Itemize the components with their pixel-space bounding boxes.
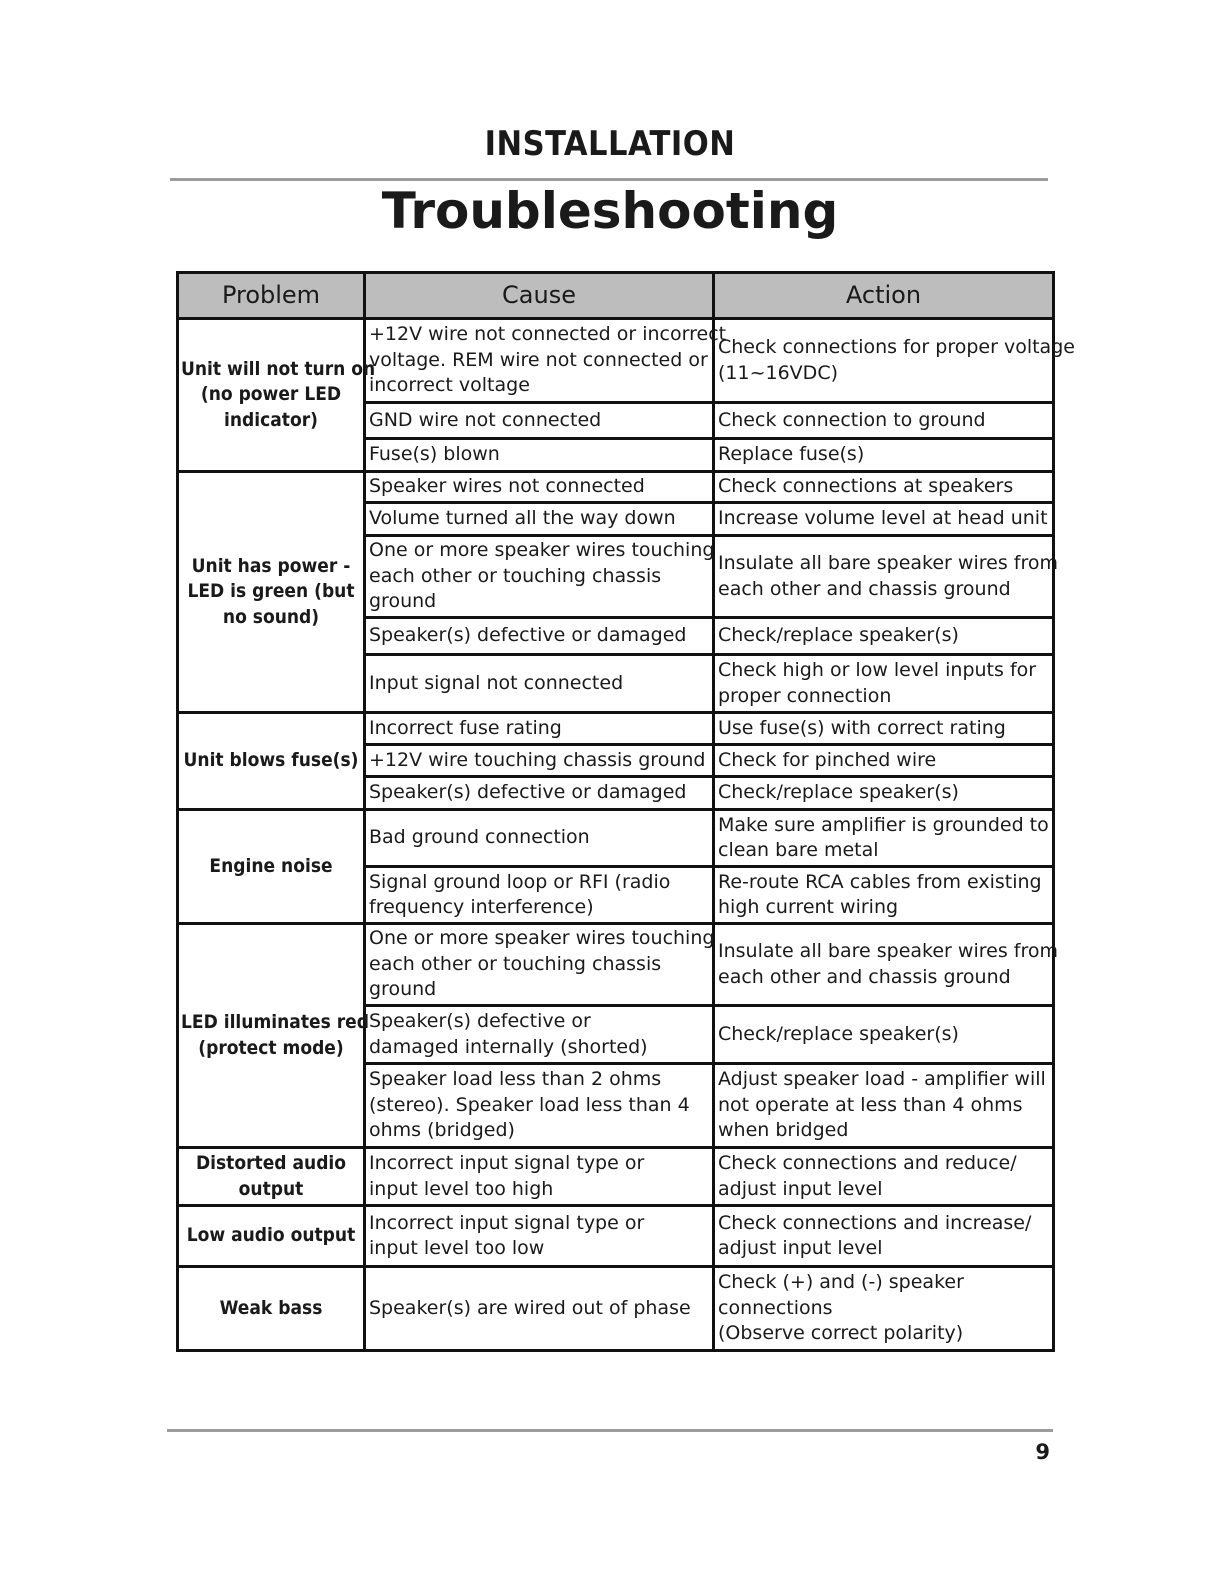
action-cell-line: Replace fuse(s) <box>718 443 865 466</box>
table-row <box>178 319 1054 403</box>
cause-cell <box>365 503 714 536</box>
action-cell-line: adjust input level <box>718 1177 883 1200</box>
cause-cell <box>365 810 714 867</box>
action-cell <box>714 403 1054 439</box>
cause-cell-line: incorrect voltage <box>369 374 530 397</box>
table-row <box>178 924 1054 1006</box>
action-cell-line: connections <box>718 1296 833 1319</box>
problem-cell-line: (no power LED <box>200 383 342 406</box>
problem-cell <box>178 1206 365 1267</box>
troubleshooting-table <box>176 271 1075 1352</box>
cause-cell-line: input level too high <box>369 1177 554 1200</box>
cause-cell <box>365 924 714 1006</box>
problem-cell <box>178 319 376 472</box>
cause-cell-line: Incorrect input signal type or <box>369 1152 645 1174</box>
action-cell <box>714 472 1054 503</box>
action-cell-line: Check high or low level inputs for <box>718 659 1037 681</box>
action-cell <box>714 503 1054 536</box>
problem-cell-line: Weak bass <box>219 1296 323 1319</box>
action-cell-line: Check connections and increase/ <box>718 1211 1032 1234</box>
action-cell <box>714 439 1054 472</box>
action-cell <box>714 618 1054 655</box>
cause-cell-line: frequency interference) <box>369 896 594 918</box>
cause-cell <box>365 1267 714 1351</box>
table-row <box>178 472 1054 503</box>
action-cell-line: each other and chassis ground <box>718 577 1011 600</box>
problem-cell-line: Engine noise <box>209 854 333 877</box>
problem-cell-line: no sound) <box>222 605 320 628</box>
cause-cell <box>365 618 714 655</box>
action-cell-line: clean bare metal <box>718 839 879 861</box>
table-row <box>178 1206 1054 1267</box>
action-cell-line: Check/replace speaker(s) <box>718 624 959 647</box>
cause-cell <box>365 777 714 810</box>
problem-cell <box>178 1267 365 1351</box>
cause-cell-line: Fuse(s) blown <box>369 443 500 466</box>
cause-cell <box>365 1006 714 1064</box>
problem-cell-line: Unit has power - <box>191 554 351 577</box>
problem-cell-line: LED illuminates red <box>181 1011 369 1033</box>
cause-cell-line: each other or touching chassis <box>369 952 662 975</box>
table-row <box>178 1148 1054 1206</box>
cause-cell <box>365 319 727 403</box>
table-row <box>178 713 1054 745</box>
cause-cell <box>365 536 714 618</box>
action-cell <box>714 1064 1054 1148</box>
bottom-divider <box>167 1429 1053 1432</box>
action-column-header: Action <box>714 273 1054 319</box>
cause-cell-line: Signal ground loop or RFI (radio <box>369 870 671 893</box>
cause-cell-line: ground <box>369 590 437 613</box>
table-row <box>178 1267 1054 1351</box>
cause-cell-line: Incorrect fuse rating <box>369 716 562 739</box>
problem-cell-line: LED is green (but <box>187 580 355 603</box>
table-header-row <box>178 273 1054 319</box>
action-cell-line: Increase volume level at head unit <box>718 507 1048 530</box>
action-cell <box>714 1206 1054 1267</box>
problem-cell <box>178 713 365 810</box>
table-row <box>178 810 1054 867</box>
table-body <box>178 319 1075 1351</box>
action-cell-line: Use fuse(s) with correct rating <box>718 716 1006 739</box>
action-cell <box>714 1148 1054 1206</box>
action-cell-line: Check/replace speaker(s) <box>718 1022 959 1045</box>
action-cell-line: Check (+) and (-) speaker <box>718 1271 964 1294</box>
cause-cell-line: One or more speaker wires touching <box>369 539 715 562</box>
problem-cell-line: indicator) <box>224 408 318 431</box>
cause-cell <box>365 867 714 924</box>
cause-cell-line: Bad ground connection <box>369 826 590 849</box>
problem-cell-line: Unit will not turn on <box>181 357 376 380</box>
cause-cell-line: Speaker(s) are wired out of phase <box>369 1296 691 1319</box>
cause-cell-line: Speaker(s) defective or <box>369 1010 591 1032</box>
page-title: Troubleshooting <box>381 182 839 240</box>
cause-cell-line: Input signal not connected <box>369 671 624 694</box>
problem-cell <box>178 810 365 924</box>
action-cell <box>714 1267 1054 1351</box>
page-number: 9 <box>1035 1440 1050 1464</box>
action-cell-line: Insulate all bare speaker wires from <box>718 940 1058 962</box>
cause-column-header: Cause <box>365 273 714 319</box>
problem-cell-line: output <box>238 1177 304 1200</box>
action-cell-line: Insulate all bare speaker wires from <box>718 552 1058 574</box>
action-cell-line: Check/replace speaker(s) <box>718 781 959 804</box>
action-cell <box>714 777 1054 810</box>
action-cell-line: proper connection <box>718 684 892 707</box>
action-cell-line: Check connections and reduce/ <box>718 1152 1017 1174</box>
cause-cell <box>365 472 714 503</box>
action-cell-line: (11~16VDC) <box>718 361 838 384</box>
problem-column-header: Problem <box>178 273 365 319</box>
cause-cell-line: Volume turned all the way down <box>369 507 676 530</box>
cause-cell <box>365 1148 714 1206</box>
action-cell <box>714 713 1054 745</box>
action-cell-line: Check for pinched wire <box>718 748 937 771</box>
cause-cell-line: ohms (bridged) <box>369 1119 515 1142</box>
cause-cell-line: ground <box>369 978 437 1001</box>
problem-cell-line: Low audio output <box>186 1224 356 1247</box>
problem-cell <box>178 924 369 1148</box>
action-cell-line: Re-route RCA cables from existing <box>718 870 1042 893</box>
action-cell-line: Check connections for proper voltage <box>718 336 1075 358</box>
action-cell-line: Adjust speaker load - amplifier will <box>718 1068 1046 1091</box>
action-cell <box>714 867 1054 924</box>
action-cell <box>714 745 1054 777</box>
cause-cell-line: Incorrect input signal type or <box>369 1211 645 1234</box>
action-cell <box>714 1006 1054 1064</box>
problem-cell <box>178 1148 365 1206</box>
cause-cell-line: each other or touching chassis <box>369 564 662 587</box>
cause-cell <box>365 403 714 439</box>
cause-cell-line: Speaker wires not connected <box>369 475 645 498</box>
cause-cell <box>365 439 714 472</box>
cause-cell-line: One or more speaker wires touching <box>369 927 715 950</box>
cause-cell-line: GND wire not connected <box>369 408 602 431</box>
action-cell <box>714 810 1054 867</box>
cause-cell-line: input level too low <box>369 1237 545 1259</box>
section-title: INSTALLATION <box>484 124 736 164</box>
action-cell-line: when bridged <box>718 1119 849 1142</box>
action-cell-line: Make sure amplifier is grounded to <box>718 813 1049 836</box>
cause-cell <box>365 713 714 745</box>
action-cell-line: Check connections at speakers <box>718 475 1014 498</box>
cause-cell-line: Speaker(s) defective or damaged <box>369 781 687 804</box>
cause-cell-line: +12V wire touching chassis ground <box>369 748 706 771</box>
cause-cell-line: Speaker(s) defective or damaged <box>369 624 687 647</box>
action-cell-line: each other and chassis ground <box>718 965 1011 988</box>
action-cell-line: adjust input level <box>718 1237 883 1259</box>
problem-cell-line: (protect mode) <box>198 1036 344 1059</box>
cause-cell-line: Speaker load less than 2 ohms <box>369 1068 662 1091</box>
action-cell <box>714 319 1075 403</box>
cause-cell-line: damaged internally (shorted) <box>369 1035 648 1058</box>
action-cell-line: (Observe correct polarity) <box>718 1322 964 1345</box>
action-cell-line: Check connection to ground <box>718 408 986 431</box>
cause-cell-line: +12V wire not connected or incorrect <box>369 323 727 346</box>
action-cell <box>714 655 1054 713</box>
action-cell <box>714 536 1058 618</box>
cause-cell <box>365 1206 714 1267</box>
cause-cell-line: voltage. REM wire not connected or <box>369 348 708 371</box>
action-cell-line: not operate at less than 4 ohms <box>718 1093 1023 1116</box>
action-cell <box>714 924 1058 1006</box>
cause-cell <box>365 655 714 713</box>
cause-cell <box>365 1064 714 1148</box>
cause-cell-line: (stereo). Speaker load less than 4 <box>369 1093 690 1116</box>
cause-cell <box>365 745 714 777</box>
problem-cell <box>178 472 365 713</box>
action-cell-line: high current wiring <box>718 896 899 918</box>
problem-cell-line: Distorted audio <box>195 1152 347 1174</box>
top-divider <box>170 178 1048 181</box>
problem-cell-line: Unit blows fuse(s) <box>183 749 359 772</box>
